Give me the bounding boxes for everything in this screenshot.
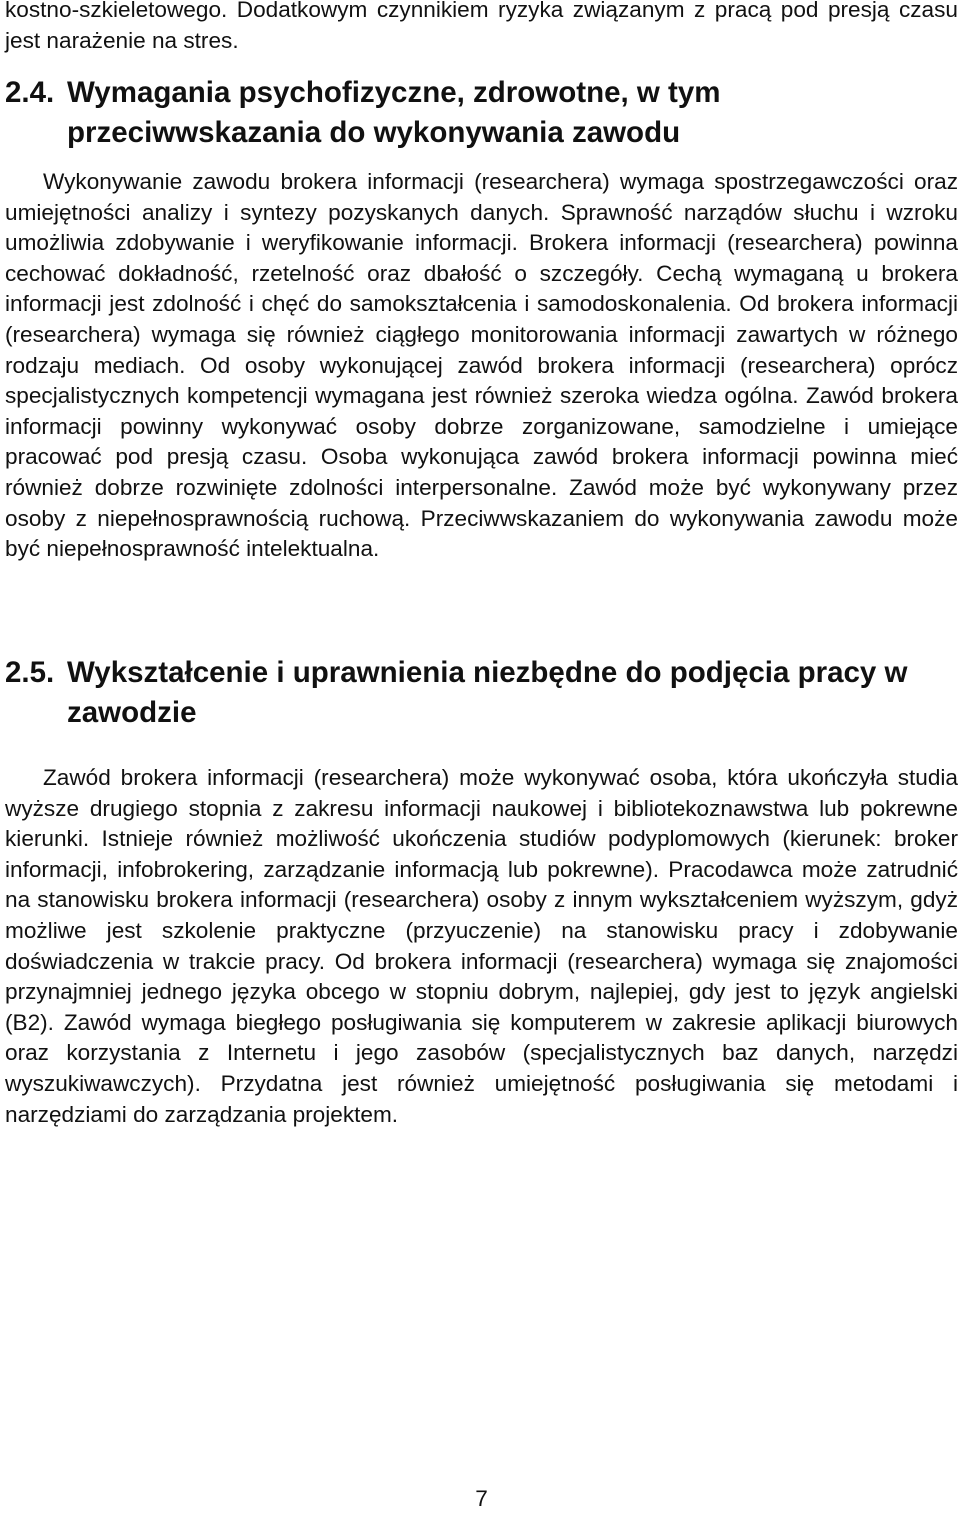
section-body: Zawód brokera informacji (researchera) może wykonywać osoba, która ukończyła studia wyższe drugiego stopnia z zakresu informacji naukowej i bibliotekoznawstwa lub pokrewne kierunki. Istnieje również możliwość ukończenia studiów podyplomowych (kierunek: broker informacji, infobrokering, zarządzanie informacją lub pokrewne). Pracodawca może zatrudnić na stanowisku brokera informacji (researchera) osoby z innym wykształceniem wyższym, gdyż możliwe jest szkolenie praktyczne (przyuczenie) na stanowisku pracy i zdobywanie doświadczenia w trakcie pracy. Od brokera informacji (researchera) wymaga się znajomości przynajmniej jednego języka obcego w stopniu dobrym, najlepiej, gdy jest to język angielski (B2). Zawód wymaga biegłego posługiwania się komputerem w zakresie aplikacji biurowych oraz korzystania z Internetu i jego zasobów (specjalistycznych baz danych, narzędzi wyszukiwawczych). Przydatna jest również umiejętność posługiwania się metodami i narzędziami do zarządzania projektem. [5, 765, 958, 1127]
section-2-5 [5, 653, 958, 1130]
section-title: Wymagania psychofizyczne, zdrowotne, w tym przeciwwskazania do wykonywania zawodu [67, 76, 721, 149]
section-body: Wykonywanie zawodu brokera informacji (researchera) wymaga spostrzegawczości oraz umiejętności analizy i syntezy pozyskanych danych. Sprawność narządów słuchu i wzroku umożliwia zdobywanie i weryfikowanie informacji. Brokera informacji (researchera) powinna cechować dokładność, rzetelność oraz dbałość o szczegóły. Cechą wymaganą u brokera informacji jest zdolność i chęć do samokształcenia i samodoskonalenia. Od brokera informacji (researchera) wymaga się również ciągłego monitorowania informacji zawartych w różnego rodzaju mediach. Od osoby wykonującej zawód brokera informacji (researchera) oprócz specjalistycznych kompetencji wymagana jest również szeroka wiedza ogólna. Zawód brokera informacji powinny wykonywać osoby dobrze zorganizowane, samodzielne i umiejące pracować pod presją czasu. Osoba wykonująca zawód brokera informacji powinna mieć również dobrze rozwinięte zdolności interpersonalne. Zawód może być wykonywany przez osoby z niepełnosprawnością ruchową. Przeciwwskazaniem do wykonywania zawodu może być niepełnosprawność intelektualna. [5, 169, 958, 562]
section-number: 2.4. [5, 76, 55, 109]
intro-paragraph: kostno-szkieletowego. Dodatkowym czynnikiem ryzyka związanym z pracą pod presją czasu jest narażenie na stres. [5, 0, 958, 53]
section-heading [5, 73, 958, 153]
section-heading [5, 653, 958, 733]
page-number: 7 [475, 1486, 488, 1511]
section-2-4 [5, 73, 958, 565]
section-title: Wykształcenie i uprawnienia niezbędne do podjęcia pracy w zawodzie [67, 656, 908, 729]
document-page [5, 0, 958, 1515]
section-number: 2.5. [5, 656, 55, 689]
